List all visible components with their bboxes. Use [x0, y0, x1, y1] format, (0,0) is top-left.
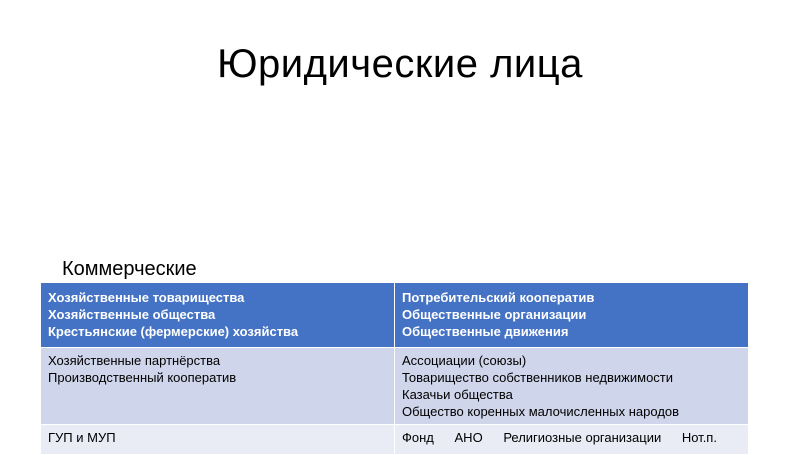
- cell-line: Общественные организации: [402, 307, 587, 322]
- cell-line: Хозяйственные партнёрства: [48, 353, 221, 368]
- header-cell-noncommercial: [395, 283, 749, 348]
- cell-line: Крестьянские (фермерские) хозяйства: [48, 324, 299, 339]
- table-cell-noncommercial: [395, 425, 749, 455]
- table-cell-noncommercial: [395, 348, 749, 425]
- inline-item: Нот.п.: [681, 430, 717, 445]
- table-cell-commercial: [41, 425, 395, 455]
- cell-line: Потребительский кооператив: [402, 290, 595, 305]
- slide-title: Юридические лица: [217, 42, 583, 86]
- cell-line: Хозяйственные товарищества: [48, 290, 245, 305]
- table-cell-commercial: [41, 348, 395, 425]
- inline-item: Фонд: [402, 430, 434, 445]
- cell-line: Общественные движения: [402, 324, 569, 339]
- section-label: [62, 257, 220, 283]
- legal-entities-table: [40, 282, 749, 455]
- table-row: [41, 425, 749, 455]
- cell-line: Производственный кооператив: [48, 370, 237, 385]
- section-label-commercial: Коммерческие: [62, 258, 197, 280]
- header-cell-commercial: [41, 283, 395, 348]
- cell-line: Товарищество собственников недвижимости: [402, 370, 674, 385]
- cell-line: Хозяйственные общества: [48, 307, 216, 322]
- cell-line: Ассоциации (союзы): [402, 353, 527, 368]
- inline-item: Религиозные организации: [503, 430, 662, 445]
- inline-item: АНО: [454, 430, 483, 445]
- table-header-row: [41, 283, 749, 348]
- cell-line: Казачьи общества: [402, 387, 513, 402]
- cell-line: ГУП и МУП: [48, 430, 116, 445]
- cell-line: Общество коренных малочисленных народов: [402, 404, 680, 419]
- table-row: [41, 348, 749, 425]
